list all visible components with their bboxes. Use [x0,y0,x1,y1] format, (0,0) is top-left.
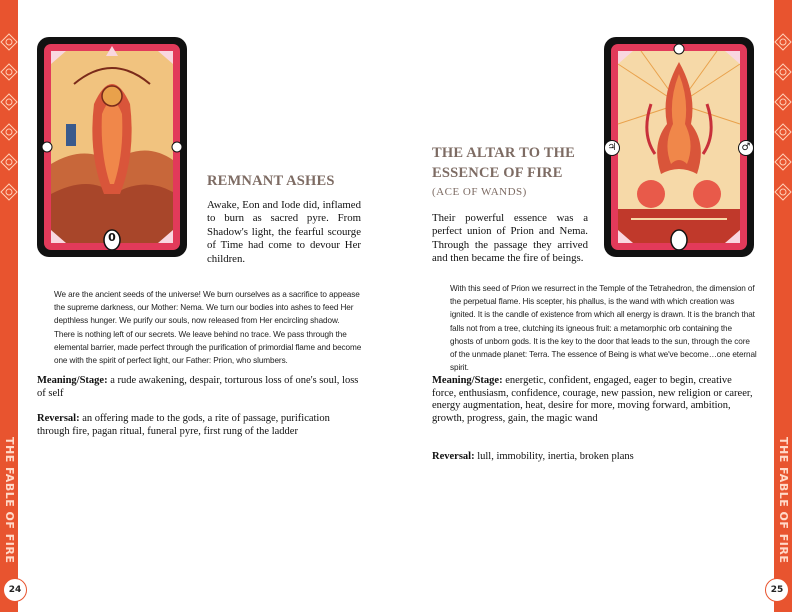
card-illustration-altar [611,44,747,250]
card-subtitle: (ACE OF WANDS) [432,186,527,198]
page-number-left: 24 [3,578,27,602]
card-numeral: 0 [108,231,116,244]
reversal-label: Reversal: [432,451,475,462]
meaning-label: Meaning/Stage: [37,375,108,386]
meaning-text: a rude awakening, despair, torturous loss of one's soul, loss of self [37,375,359,399]
left-meaning-paragraph [37,375,362,400]
meaning-text: energetic, confident, engaged, eager to begin, creative force, enthusiasm, confidence, courage, new passion, new religion or career, energy augmentation, heat, desire for more, moving forward, ambition, growth, progress, gain, the magic wand [432,375,753,424]
edge-pattern-left [0,0,18,250]
running-head-left: THE FABLE OF FIRE [3,436,16,564]
right-meaning-paragraph [432,375,758,425]
left-reversal-paragraph [37,413,362,438]
reversal-label: Reversal: [37,413,80,424]
left-intro-paragraph: Awake, Eon and Iode did, inflamed to burn as sacred pyre. From Shadow's light, the fearful scourge of Time had come to devour Her children. [207,199,361,265]
edge-pattern-right [774,0,792,250]
card-illustration-remnant-ashes [44,44,180,250]
mars-symbol-icon: ♂ [738,140,754,156]
tarot-card-remnant-ashes [37,37,187,257]
right-story-paragraph: With this seed of Prion we resurrect in the Temple of the Tetrahedron, the dimension of the perpetual flame. His scepter, his phallus, is the wand with which creation was ignited. It is the candle of existence from which all energy is drawn. It is the branch that falls not from a tree, clutching its igneous fruit: a metamorphic orb containing the ghosts of unborn gods. It is the key to the door that leads to the sun, through the core of the unmade planet: Terra. The essence of Being is what we've become…one eternal spirit. [450,284,757,373]
jupiter-symbol-icon: ♃ [604,140,620,156]
tarot-card-ace-of-wands [604,37,754,257]
right-reversal-paragraph [432,451,758,464]
running-head-right: THE FABLE OF FIRE [777,436,790,564]
left-story-paragraph: We are the ancient seeds of the universe! We burn ourselves as a sacrifice to appease the supreme darkness, our Mother: Nema. We turn our bodies into ashes to feed Her depthless hunger. We purify our souls, now released from Her encircling shadow. There is nothing left of our secrets. We leave behind no trace. We pass through the elemental barrier, made perfect through the purification of primordial flame and become one with the spirit of perfect light, our Father: Prion, who slumbers. [54,290,362,366]
reversal-text: lull, immobility, inertia, broken plans [474,451,634,462]
card-title-line2: ESSENCE OF FIRE [432,165,563,181]
page-number-right: 25 [765,578,789,602]
card-title-remnant-ashes: REMNANT ASHES [207,173,335,189]
meaning-label: Meaning/Stage: [432,375,503,386]
card-title-line1: THE ALTAR TO THE [432,145,576,161]
reversal-text: an offering made to the gods, a rite of passage, purification through fire, pagan ritual, funeral pyre, first rung of the ladder [37,413,330,437]
right-intro-paragraph: Their powerful essence was a perfect union of Prion and Nema. Through the passage they arrived and then became the fire of beings. [432,212,588,265]
